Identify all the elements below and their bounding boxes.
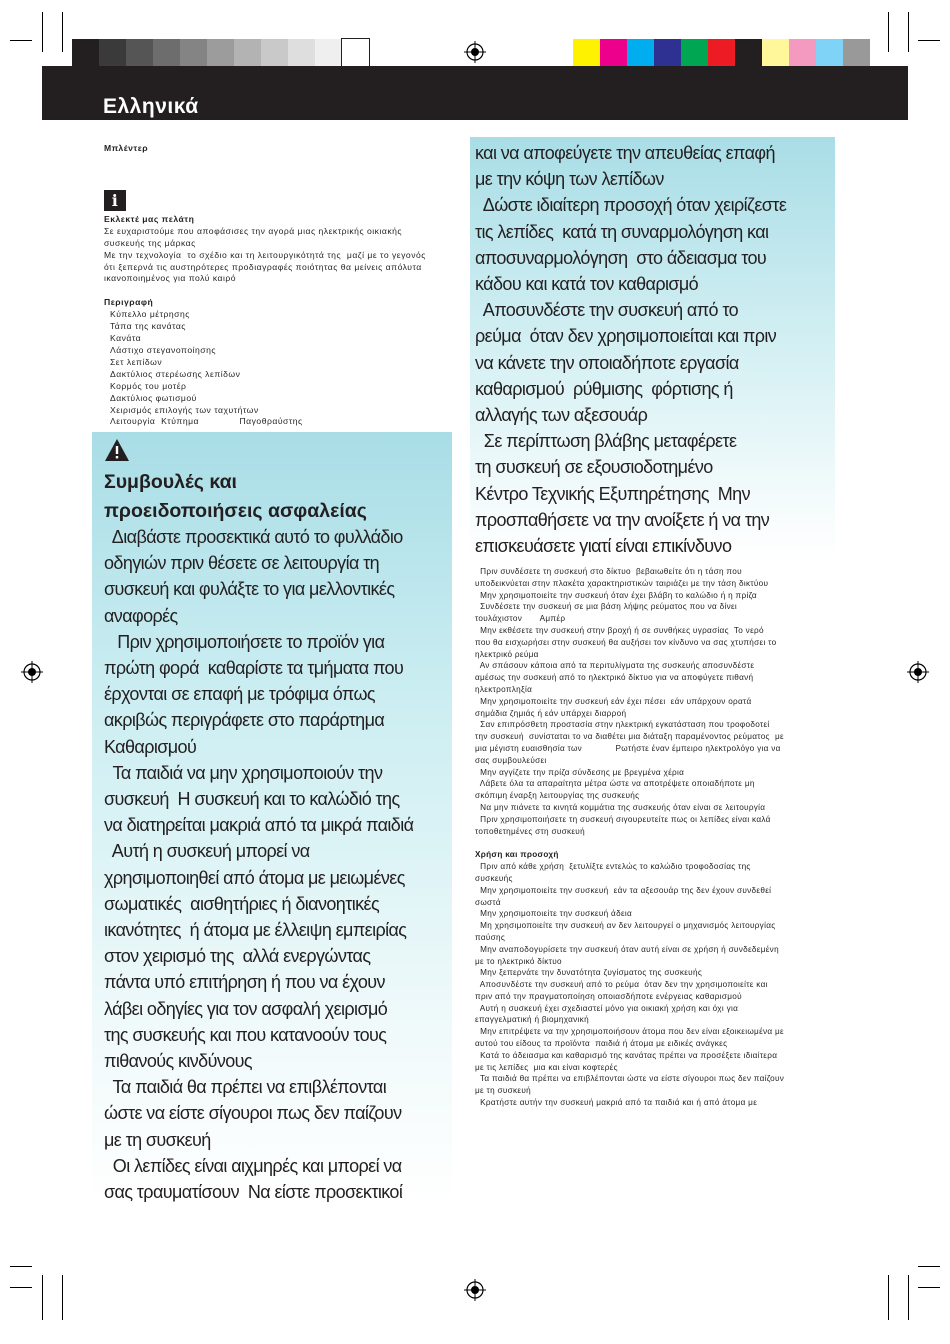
- crop-mark: [62, 12, 63, 52]
- crop-mark: [42, 12, 43, 52]
- color-swatch: [654, 39, 681, 67]
- text-line: στον χειρισμό της αλλά ενεργώντας: [104, 946, 371, 967]
- safety-text-right: [475, 140, 830, 559]
- registration-mark-icon: [464, 41, 486, 63]
- usage-text: [475, 861, 820, 1109]
- color-swatch: [180, 39, 207, 67]
- text-line: καθαρισμού ρύθμισης φόρτισης ή: [475, 378, 733, 399]
- text-line: Μην εκθέσετε την συσκευή στην βροχή ή σε συνθήκες υγρασίας Το νερό: [475, 625, 764, 635]
- text-line: αποσυναρμολόγηση στο άδειασμα του: [475, 247, 767, 268]
- text-line: αμέσως την συσκευή από το ηλεκτρικό δίκτυο για να αποφύγετε πιθανή: [475, 673, 754, 683]
- safety-heading: [104, 468, 444, 526]
- color-swatch: [234, 39, 261, 67]
- text-line: παύσης: [475, 932, 506, 942]
- text-line: με τη συσκευή: [475, 1086, 531, 1096]
- color-swatch: [573, 39, 600, 67]
- text-line: Μην χρησιμοποιείτε την συσκευή όταν έχει βλάβη το καλώδιο ή η πρίζα: [475, 590, 757, 600]
- text-line: Μην χρησιμοποιείτε την συσκευή εάν τα αξεσουάρ της δεν έχουν συνδεθεί: [475, 885, 772, 895]
- text-line: Καθαρισμού: [104, 736, 197, 757]
- safety-heading-line: προειδοποιήσεις ασφαλείας: [104, 500, 367, 522]
- registration-mark-icon: [464, 1279, 486, 1301]
- safety-text-left: [104, 524, 449, 1205]
- text-line: Σε περίπτωση βλάβης μεταφέρετε: [475, 431, 737, 452]
- text-line: επαγγελματική ή βιομηχανική: [475, 1015, 589, 1025]
- text-line: Διαβάστε προσεκτικά αυτό το φυλλάδιο: [104, 527, 403, 547]
- text-line: Τα παιδιά θα πρέπει να επιβλέπονται: [104, 1077, 387, 1098]
- text-line: Λάβετε όλα τα απαραίτητα μέτρα ώστε να αποτρέψετε οποιαδήποτε μη: [475, 779, 755, 789]
- color-swatch: [99, 39, 126, 67]
- electrical-usage-column: [475, 566, 820, 1109]
- color-swatch: [816, 39, 843, 67]
- color-swatch: [153, 39, 180, 67]
- color-swatch: [600, 39, 627, 67]
- text-line: πιθανούς κινδύνους: [104, 1051, 252, 1072]
- crop-mark: [10, 1266, 32, 1267]
- color-swatch: [627, 39, 654, 67]
- text-line: μια μέγιστη ευαισθησία των Ρωτήστε έναν έμπειρο ηλεκτρολόγο για να: [475, 743, 781, 753]
- text-line: ρεύμα όταν δεν χρησιμοποιείται και πριν: [475, 326, 777, 347]
- crop-mark: [908, 1275, 909, 1320]
- text-line: Αν σπάσουν κάποια από τα περιτυλίγματα της συσκευής αποσυνδέστε: [475, 661, 755, 671]
- text-line: συσκευής: [475, 873, 513, 883]
- text-line: Δακτύλιος στερέωσης λεπίδων: [110, 368, 241, 379]
- text-line: της συσκευής και που κατανοούν τους: [104, 1024, 387, 1045]
- registration-mark-icon: [21, 661, 43, 683]
- text-line: με την κόψη των λεπίδων: [475, 169, 664, 190]
- crop-mark: [10, 1287, 32, 1288]
- text-line: Τάπα της κανάτας: [110, 321, 186, 332]
- product-name: Μπλέντερ: [104, 143, 149, 153]
- text-line: τη συσκευή σε εξουσιοδοτημένο: [475, 457, 713, 478]
- text-line: να κάνετε την οποιαδήποτε εργασία: [475, 352, 739, 373]
- color-swatch-strip: [573, 39, 870, 67]
- crop-mark: [888, 1275, 889, 1320]
- text-line: Χειρισμός επιλογής των ταχυτήτων: [110, 404, 259, 415]
- text-line: σας συμβουλεύσει: [475, 755, 547, 765]
- registration-mark-icon: [907, 661, 929, 683]
- text-line: Κατά το άδειασμα και καθαρισμό της κανάτας πρέπει να προσέξετε ιδιαίτερα: [475, 1050, 778, 1060]
- color-swatch: [126, 39, 153, 67]
- usage-title: Χρήση και προσοχή: [475, 850, 559, 860]
- text-line: ακριβώς περιγράφετε στο παράρτημα: [104, 710, 385, 731]
- text-line: ότι ξεπερνά τις αυστηρότερες προδιαγραφές ποιότητας θα μείνεις απόλυτα: [104, 261, 422, 272]
- text-line: τις λεπίδες κατά τη συναρμολόγηση και: [475, 221, 769, 242]
- text-line: με το ηλεκτρικό δίκτυο: [475, 956, 562, 966]
- text-line: και να αποφεύγετε την απευθείας επαφή: [475, 143, 775, 163]
- color-swatch: [681, 39, 708, 67]
- text-line: οδηγιών πριν θέσετε σε λειτουργία τη: [104, 553, 380, 574]
- text-line: με τη συσκευή: [104, 1129, 211, 1150]
- text-line: Κανάτα: [110, 333, 142, 344]
- text-line: Με την τεχνολογία το σχέδιο και τη λειτουργικότητά της μαζί με το γεγονός: [104, 249, 426, 260]
- text-line: προσπαθήσετε να την ανοίξετε ή να την: [475, 509, 770, 530]
- crop-mark: [918, 1287, 940, 1288]
- text-line: επισκευάσετε γιατί είναι επικίνδυνο: [475, 536, 732, 557]
- text-line: σας τραυματίσουν Να είστε προσεκτικοί: [104, 1182, 403, 1203]
- text-line: Κέντρο Τεχνικής Εξυπηρέτησης Μην: [475, 483, 750, 504]
- text-line: Πριν από κάθε χρήση ξετυλίξτε εντελώς το καλώδιο τροφοδοσίας της: [475, 862, 751, 872]
- crop-mark: [10, 40, 32, 41]
- warning-icon: [104, 438, 130, 462]
- text-line: σημάδια ζημιάς ή εάν υπάρχει διαρροή: [475, 708, 627, 718]
- text-line: Πριν συνδέσετε τη συσκευή στο δίκτυο βεβαιωθείτε ότι η τάση που: [475, 567, 742, 576]
- text-line: Μην χρησιμοποιείτε την συσκευή εάν έχει πέσει εάν υπάρχουν ορατά: [475, 696, 752, 706]
- text-line: Αποσυνδέστε την συσκευή από το ρεύμα όταν δεν την χρησιμοποιείτε και: [475, 980, 768, 990]
- color-swatch: [342, 39, 369, 67]
- header-band: [42, 66, 908, 120]
- text-line: Σετ λεπίδων: [110, 356, 163, 367]
- text-line: τοποθετημένες στη συσκευή: [475, 826, 585, 836]
- text-line: υποδεικνύεται στην πλακέτα χαρακτηριστικών ταιριάζει με την τάση δικτύου: [475, 578, 769, 588]
- color-swatch: [261, 39, 288, 67]
- text-line: Πριν χρησιμοποιήσετε το προϊόν για: [104, 631, 385, 652]
- color-swatch: [762, 39, 789, 67]
- text-line: Τα παιδιά να μην χρησιμοποιούν την: [104, 762, 383, 783]
- text-line: σκόπιμη έναρξη λειτουργίας της συσκευής: [475, 791, 640, 801]
- color-swatch: [789, 39, 816, 67]
- info-icon: i: [104, 190, 126, 211]
- text-line: Μην αναποδογυρίσετε την συσκευή όταν αυτή είναι σε χρήση ή συνδεδεμένη: [475, 944, 779, 954]
- text-line: Πριν χρησιμοποιήσετε τη συσκευή σιγουρευτείτε πως οι λεπίδες είναι καλά: [475, 814, 771, 824]
- crop-mark: [42, 1275, 43, 1320]
- text-line: Αυτή η συσκευή μπορεί να: [104, 841, 310, 862]
- intro-column: [104, 143, 444, 428]
- language-title: Ελληνικά: [103, 95, 199, 118]
- text-line: χρησιμοποιηθεί από άτομα με μειωμένες: [104, 867, 405, 888]
- text-line: ώστε να είστε σίγουροι πως δεν παίζουν: [104, 1103, 402, 1124]
- text-line: σωματικές αισθητήριες ή διανοητικές: [104, 893, 380, 914]
- safety-heading-line: Συμβουλές και: [104, 471, 237, 493]
- text-line: Δακτύλιος φωτισμού: [110, 392, 197, 403]
- text-line: Λάστιχο στεγανοποίησης: [110, 344, 217, 355]
- text-line: λάβει οδηγίες για τον ασφαλή χειρισμό: [104, 998, 388, 1019]
- text-line: Μην ξεπερνάτε την δυνατότητα ζυγίσματος της συσκευής: [475, 968, 703, 978]
- gray-swatch-strip: [72, 39, 369, 67]
- color-swatch: [207, 39, 234, 67]
- text-line: έρχονται σε επαφή με τρόφιμα όπως: [104, 684, 375, 705]
- text-line: Μην αγγίζετε την πρίζα σύνδεσης με βρεγμένα χέρια: [475, 767, 685, 777]
- text-line: ικανότητες ή άτομα με έλλειψη εμπειρίας: [104, 920, 407, 941]
- text-line: κάδου και κατά τον καθαρισμό: [475, 274, 699, 295]
- crop-mark: [62, 1275, 63, 1320]
- text-line: Μην επιτρέψετε να την χρησιμοποιήσουν άτομα που δεν είναι εξοικειωμένα με: [475, 1027, 784, 1037]
- color-swatch: [72, 39, 99, 67]
- text-line: πρώτη φορά καθαρίστε τα τμήματα που: [104, 658, 404, 679]
- text-line: αναφορές: [104, 605, 178, 626]
- description-title: Περιγραφή: [104, 297, 154, 308]
- text-line: συσκευής της μάρκας: [104, 237, 196, 248]
- text-line: με τις λεπίδες μια και είναι κοφτερές: [475, 1062, 618, 1072]
- text-line: να διατηρείται μακριά από τα μικρά παιδιά: [104, 815, 414, 836]
- text-line: πριν από την πραγματοποίηση οποιασδήποτε ενέργειας καθαρισμού: [475, 991, 742, 1001]
- text-line: αλλαγής των αξεσουάρ: [475, 405, 648, 426]
- text-line: που θα εισχωρήσει στην συσκευή θα αυξήσει τον κίνδυνο να σας χτυπήσει το: [475, 637, 777, 647]
- text-line: συσκευή Η συσκευή και το καλώδιό της: [104, 789, 400, 810]
- text-line: Να μην πιάνετε τα κινητά κομμάτια της συσκευής όταν είναι σε λειτουργία: [475, 802, 766, 812]
- text-line: Κρατήστε αυτήν την συσκευή μακριά από τα παιδιά και ή από άτομα με: [475, 1098, 758, 1108]
- color-swatch: [288, 39, 315, 67]
- crop-mark: [908, 12, 909, 52]
- text-line: ηλεκτροπληξία: [475, 684, 533, 694]
- text-line: Συνδέσετε την συσκευή σε μια βάση λήψης ρεύματος που να δίνει: [475, 602, 738, 612]
- text-line: Οι λεπίδες είναι αιχμηρές και μπορεί να: [104, 1155, 402, 1176]
- text-line: Σαν επιπρόσθετη προστασία στην ηλεκτρική εγκατάσταση που τροφοδοτεί: [475, 720, 770, 730]
- text-line: τουλάχιστον Αμπέρ: [475, 614, 566, 624]
- color-swatch: [708, 39, 735, 67]
- text-line: αυτού του είδους τα προϊόντα παιδιά ή άτομα με ειδικές ανάγκες: [475, 1039, 728, 1049]
- text-line: Κορμός του μοτέρ: [110, 380, 187, 391]
- crop-mark: [918, 1266, 940, 1267]
- color-swatch: [315, 39, 342, 67]
- electrical-safety-text: [475, 566, 820, 837]
- text-line: Μην χρησιμοποιείτε την συσκευή άδεια: [475, 909, 633, 919]
- text-line: ηλεκτρικό ρεύμα: [475, 649, 539, 659]
- customer-title: Εκλεκτέ μας πελάτη: [104, 213, 195, 224]
- customer-text: [104, 226, 444, 286]
- text-line: Τα παιδιά θα πρέπει να επιβλέπονται ώστε να είστε σίγουροι πως δεν παίζουν: [475, 1074, 785, 1084]
- text-line: Δώστε ιδιαίτερη προσοχή όταν χειρίζεστε: [475, 195, 787, 216]
- text-line: Αποσυνδέστε την συσκευή από το: [475, 300, 738, 321]
- color-swatch: [843, 39, 870, 67]
- text-line: Κύπελλο μέτρησης: [110, 309, 190, 320]
- text-line: Αυτή η συσκευή έχει σχεδιαστεί μόνο για οικιακή χρήση και όχι για: [475, 1003, 739, 1013]
- crop-mark: [918, 40, 940, 41]
- text-line: Μη χρησιμοποιείτε την συσκευή αν δεν λειτουργεί ο μηχανισμός λειτουργίας: [475, 921, 776, 931]
- text-line: Σε ευχαριστούμε που αποφάσισες την αγορά μιας ηλεκτρικής οικιακής: [104, 225, 403, 236]
- text-line: την συσκευή συνίσταται το να διαθέτει μια διάταξη παραμένοντος ρεύματος με: [475, 732, 784, 742]
- text-line: Λειτουργία Κτύπημα Παγοθραύστης: [110, 416, 303, 427]
- text-line: σωστά: [475, 897, 501, 907]
- crop-mark: [888, 12, 889, 52]
- text-line: πάντα υπό επιτήρηση ή που να έχουν: [104, 972, 385, 993]
- text-line: συσκευή και φυλάξτε το για μελλοντικές: [104, 579, 395, 600]
- color-swatch: [735, 39, 762, 67]
- description-list: [104, 309, 444, 428]
- text-line: ικανοποιημένος για πολύ καιρό: [104, 273, 237, 284]
